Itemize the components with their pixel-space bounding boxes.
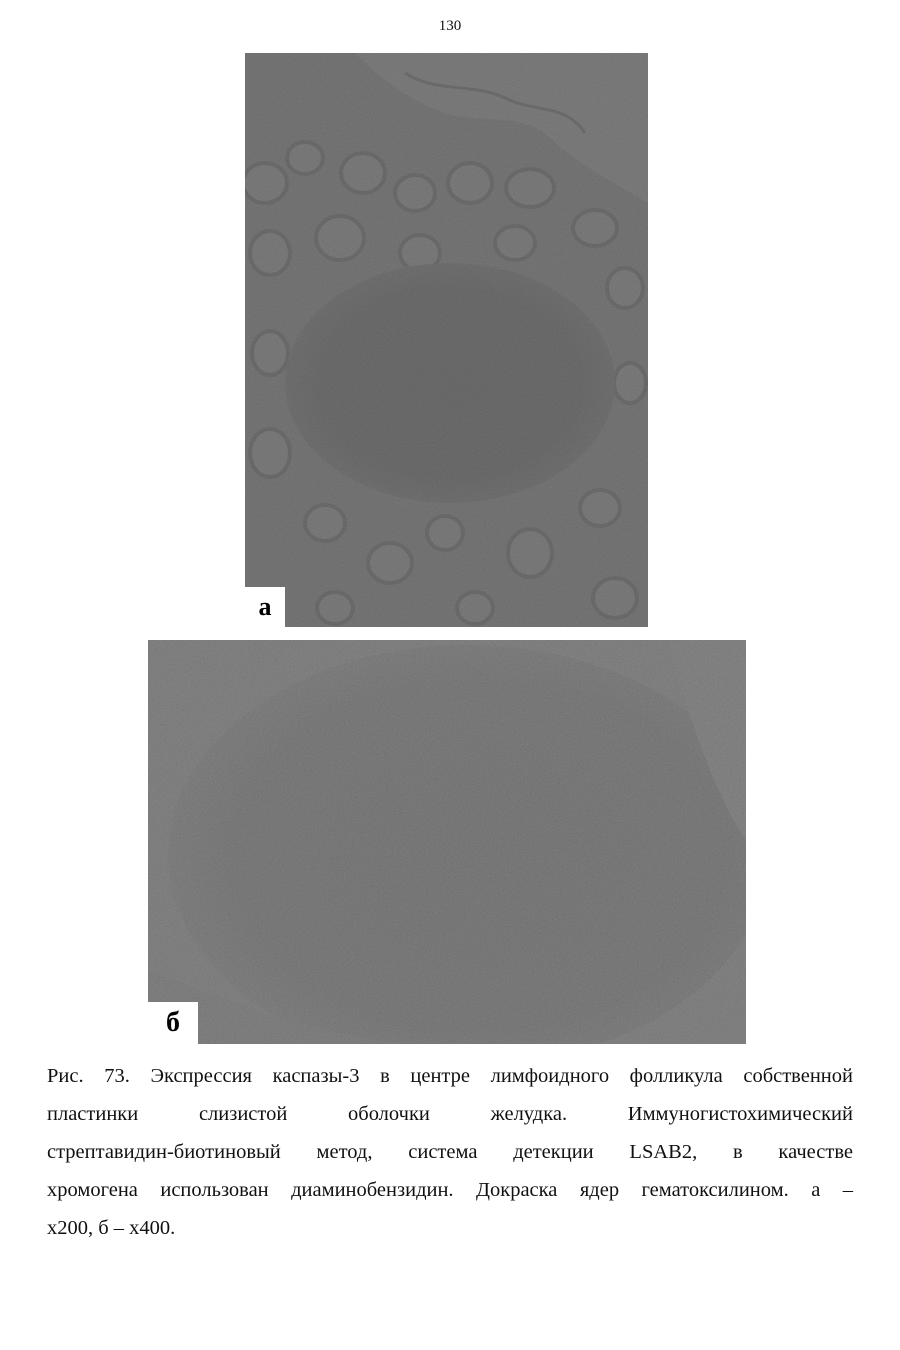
caption-line-2-words: пластинки слизистой оболочки желудка. Иммуногистохимический [47,1103,853,1125]
micrograph-b-image [148,640,746,1044]
caption-line-1: Рис. 73. Экспрессия каспазы-3 в центре лимфоидного фолликула собственной [47,1065,853,1087]
panel-label-a: а [245,587,285,627]
panel-label-b: б [148,1002,198,1044]
micrograph-a-image [245,53,648,627]
micrograph-a [245,53,648,627]
caption-line-5: х200, б – х400. [47,1217,176,1239]
caption-line-4: хромогена использован диаминобензидин. Докраска ядер гематоксилином. а – [47,1179,853,1201]
page-number: 130 [438,18,462,34]
caption-line-2 [47,1095,853,1133]
caption-line-3: стрептавидин-биотиновый метод, система детекции LSAB2, в качестве [47,1141,853,1163]
micrograph-b [148,640,746,1044]
figure-caption [47,1057,853,1247]
